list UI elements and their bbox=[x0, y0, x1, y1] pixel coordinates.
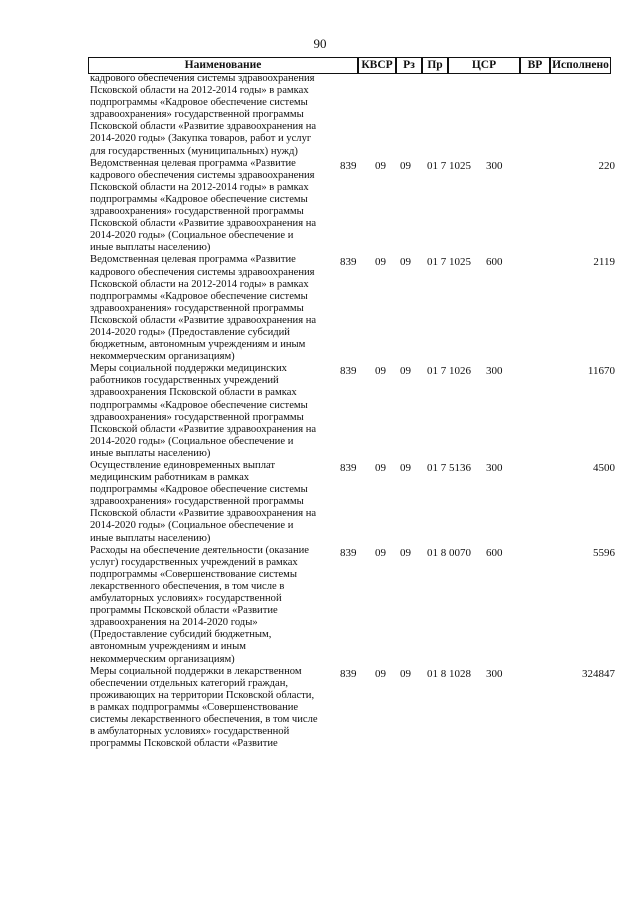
row-vr: 300 bbox=[486, 667, 503, 680]
row-rz: 09 bbox=[375, 667, 386, 680]
header-vr: ВР bbox=[520, 57, 550, 74]
row-name: кадрового обеспечения системы здравоохранения Псковской области на 2012-2014 годы» в рамках подпрограммы «Кадровое обеспечение системы здравоохранения» государственной программы Псковской области «Развитие здравоохранения на 2014-2020 годы» (Закупка товаров, работ и услуг для государственных (муниципальных) нужд) bbox=[90, 73, 317, 157]
row-isp: 11670 bbox=[587, 365, 615, 378]
table-row bbox=[90, 254, 615, 363]
row-kvsr: 839 bbox=[340, 365, 357, 378]
row-isp: 220 bbox=[598, 159, 615, 172]
row-kvsr: 839 bbox=[340, 667, 357, 680]
row-kvsr: 839 bbox=[340, 462, 357, 474]
row-name: Расходы на обеспечение деятельности (оказание услуг) государственных учреждений в рамках подпрограммы «Совершенствование системы лекарственного обеспечения, в том числе в амбулаторных условиях» государственной программы Псковской области «Развитие здравоохранения на 2014-2020 годы» (Предоставление субсидий бюджетным, автономным учреждениям и иным некоммерческим организациям) bbox=[90, 544, 309, 665]
row-name: Осуществление единовременных выплат медицинским работникам в рамках подпрограммы «Кадровое обеспечение системы здравоохранения» государственной программы Псковской области «Развитие здравоохранения на 2014-2020 годы» (Социальное обеспечение и иные выплаты населению) bbox=[90, 460, 317, 544]
row-rz: 09 bbox=[375, 365, 386, 378]
row-name: Меры социальной поддержки в лекарственном обеспечении отдельных категорий граждан, проживающих на территории Псковской области, в рамках подпрограммы «Совершенствование системы лекарственного обеспечения, в том числе в амбулаторных условиях» государственной программы Псковской области «Развитие bbox=[90, 665, 318, 750]
header-kvsr: КВСР bbox=[358, 57, 396, 74]
row-pr: 09 bbox=[400, 667, 411, 680]
row-kvsr: 839 bbox=[340, 256, 357, 269]
row-isp: 5596 bbox=[593, 546, 615, 559]
row-vr: 300 bbox=[486, 462, 503, 474]
row-isp: 4500 bbox=[593, 462, 615, 474]
header-name: Наименование bbox=[88, 57, 358, 74]
row-rz: 09 bbox=[375, 546, 386, 559]
row-csr: 01 7 1025 bbox=[427, 159, 471, 172]
row-vr: 300 bbox=[486, 159, 503, 172]
row-pr: 09 bbox=[400, 546, 411, 559]
row-isp: 324847 bbox=[582, 667, 615, 680]
row-pr: 09 bbox=[400, 365, 411, 378]
row-kvsr: 839 bbox=[340, 546, 357, 559]
table-row bbox=[90, 666, 615, 751]
table-row bbox=[90, 73, 615, 158]
row-csr: 01 7 1025 bbox=[427, 256, 471, 269]
header-isp: Исполнено bbox=[550, 57, 611, 74]
table-body bbox=[90, 73, 615, 750]
row-pr: 09 bbox=[400, 256, 411, 269]
row-csr: 01 8 0070 bbox=[427, 546, 471, 559]
row-csr: 01 7 1026 bbox=[427, 365, 471, 378]
table-row bbox=[90, 158, 615, 255]
table-row bbox=[90, 363, 615, 460]
row-rz: 09 bbox=[375, 462, 386, 474]
row-vr: 300 bbox=[486, 365, 503, 378]
table-row bbox=[90, 460, 615, 545]
page-number: 90 bbox=[313, 36, 327, 51]
row-csr: 01 8 1028 bbox=[427, 667, 471, 680]
row-kvsr: 839 bbox=[340, 159, 357, 172]
row-isp: 2119 bbox=[593, 256, 615, 269]
row-vr: 600 bbox=[486, 546, 503, 559]
header-rz: Рз bbox=[396, 57, 422, 74]
row-name: Меры социальной поддержки медицинских работников государственных учреждений здравоохранения Псковской области в рамках подпрограммы «Кадровое обеспечение системы здравоохранения» государственной программы Псковской области «Развитие здравоохранения на 2014-2020 годы» (Социальное обеспечение и иные выплаты населению) bbox=[90, 363, 317, 459]
table-row bbox=[90, 545, 615, 666]
row-rz: 09 bbox=[375, 256, 386, 269]
row-name: Ведомственная целевая программа «Развитие кадрового обеспечения системы здравоохранения Псковской области на 2012-2014 годы» в рамках подпрограммы «Кадровое обеспечение системы здравоохранения» государственной программы Псковской области «Развитие здравоохранения на 2014-2020 годы» (Социальное обеспечение и иные выплаты населению) bbox=[90, 157, 317, 254]
row-name: Ведомственная целевая программа «Развитие кадрового обеспечения системы здравоохранения Псковской области на 2012-2014 годы» в рамках подпрограммы «Кадровое обеспечение системы здравоохранения» государственной программы Псковской области «Развитие здравоохранения на 2014-2020 годы» (Предоставление субсидий бюджетным, автономным учреждениям и иным некоммерческим организациям) bbox=[90, 254, 317, 363]
row-rz: 09 bbox=[375, 159, 386, 172]
header-csr: ЦСР bbox=[448, 57, 520, 74]
header-pr: Пр bbox=[422, 57, 448, 74]
row-vr: 600 bbox=[486, 256, 503, 269]
row-pr: 09 bbox=[400, 159, 411, 172]
row-pr: 09 bbox=[400, 462, 411, 474]
row-csr: 01 7 5136 bbox=[427, 462, 471, 474]
